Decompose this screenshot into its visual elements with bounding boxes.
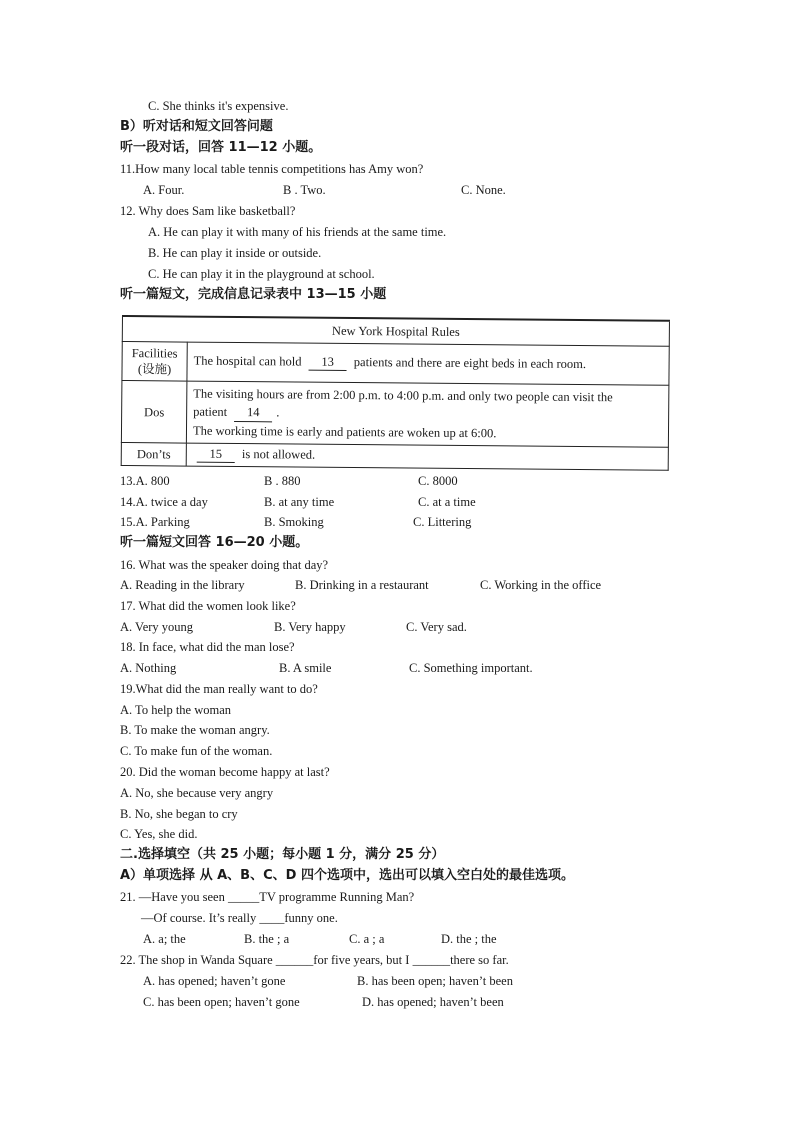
option-a: A. No, she because very angry xyxy=(120,786,274,800)
option-13a: 13.A. 800 xyxy=(120,474,170,488)
question-11: 11.How many local table tennis competitions has Amy won? xyxy=(120,162,424,176)
option-13c: C. 8000 xyxy=(418,474,458,488)
facilities-label: Facilities (设施) xyxy=(122,342,187,382)
option-14c: C. at a time xyxy=(418,495,476,509)
blank-13: 13 xyxy=(309,355,347,371)
option-a: A. Nothing xyxy=(120,661,177,675)
question-22: 22. The shop in Wanda Square ______for five years, but I ______there so far. xyxy=(120,953,509,967)
donts-label: Don’ts xyxy=(121,442,186,466)
instruction-heading: 听一篇短文回答 16—20 小题。 xyxy=(120,535,309,550)
option-b: B. To make the woman angry. xyxy=(120,723,270,737)
option-a: A. has opened; haven’t gone xyxy=(143,974,286,988)
option-a: A. He can play it with many of his friends at the same time. xyxy=(148,225,447,239)
option-c: C. He can play it in the playground at school. xyxy=(148,267,375,281)
option-c: C. Working in the office xyxy=(480,578,602,592)
question-18: 18. In face, what did the man lose? xyxy=(120,640,295,654)
option-15c: C. Littering xyxy=(413,515,472,529)
question-17: 17. What did the women look like? xyxy=(120,599,296,613)
option-c: C. Very sad. xyxy=(406,620,467,634)
option-b: B . Two. xyxy=(283,183,326,197)
option-c: C. To make fun of the woman. xyxy=(120,744,273,758)
option-a: A. Reading in the library xyxy=(120,578,245,592)
blank-15: 15 xyxy=(197,447,235,463)
option-b: B. the ; a xyxy=(244,932,290,946)
option-c: C. Something important. xyxy=(409,661,533,675)
option-13b: B . 880 xyxy=(264,474,301,488)
instruction-heading: A）单项选择 从 A、B、C、D 四个选项中，选出可以填入空白处的最佳选项。 xyxy=(120,868,574,883)
dos-cell: The visiting hours are from 2:00 p.m. to 4:00 p.m. and only two people can visit the patient 14 . The working time is early and patients are woken up at 6:00. xyxy=(186,381,669,447)
option-text: C. She thinks it's expensive. xyxy=(148,99,289,113)
donts-cell: 15 is not allowed. xyxy=(186,443,668,470)
rules-table xyxy=(121,315,670,471)
option-c: C. a ; a xyxy=(349,932,385,946)
question-19: 19.What did the man really want to do? xyxy=(120,682,318,696)
option-b: B. He can play it inside or outside. xyxy=(148,246,322,260)
option-c: C. Yes, she did. xyxy=(120,827,198,841)
facilities-cell: The hospital can hold 13 patients and there are eight beds in each room. xyxy=(187,342,669,385)
option-d: D. has opened; haven’t been xyxy=(362,995,504,1009)
option-b: B. No, she began to cry xyxy=(120,807,238,821)
option-14a: 14.A. twice a day xyxy=(120,495,208,509)
question-20: 20. Did the woman become happy at last? xyxy=(120,765,330,779)
option-14b: B. at any time xyxy=(264,495,335,509)
option-b: B. A smile xyxy=(279,661,332,675)
question-21: 21. —Have you seen _____TV programme Running Man? xyxy=(120,890,415,904)
option-15a: 15.A. Parking xyxy=(120,515,190,529)
table-title: New York Hospital Rules xyxy=(122,316,669,346)
blank-14: 14 xyxy=(234,403,272,422)
option-15b: B. Smoking xyxy=(264,515,324,529)
dos-label: Dos xyxy=(121,381,187,444)
option-a: A. To help the woman xyxy=(120,703,232,717)
question-12: 12. Why does Sam like basketball? xyxy=(120,204,296,218)
option-a: A. a; the xyxy=(143,932,186,946)
question-16: 16. What was the speaker doing that day? xyxy=(120,558,329,572)
section-heading: B）听对话和短文回答问题 xyxy=(120,119,273,134)
option-b: B. Drinking in a restaurant xyxy=(295,578,429,592)
option-c: C. has been open; haven’t gone xyxy=(143,995,300,1009)
question-21-reply: —Of course. It’s really ____funny one. xyxy=(141,911,338,925)
section-heading: 二.选择填空（共 25 小题；每小题 1 分，满分 25 分） xyxy=(120,847,445,862)
option-b: B. Very happy xyxy=(274,620,346,634)
instruction-heading: 听一段对话，回答 11—12 小题。 xyxy=(120,140,322,155)
option-a: A. Very young xyxy=(120,620,194,634)
instruction-heading: 听一篇短文，完成信息记录表中 13—15 小题 xyxy=(120,287,387,302)
option-a: A. Four. xyxy=(143,183,185,197)
option-c: C. None. xyxy=(461,183,506,197)
option-d: D. the ; the xyxy=(441,932,497,946)
option-b: B. has been open; haven’t been xyxy=(357,974,513,988)
